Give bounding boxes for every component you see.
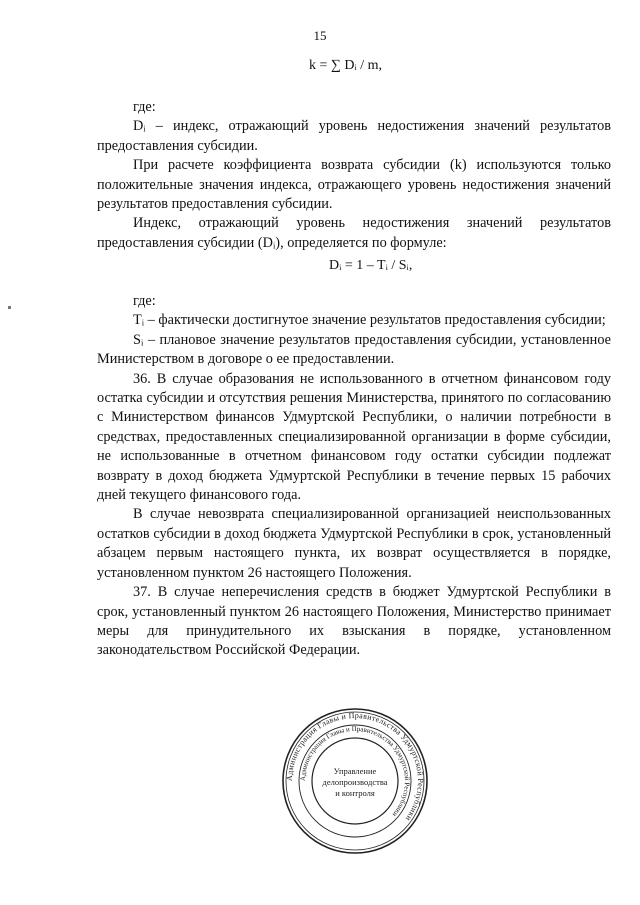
seal-inner-text: Администрация Главы и Правительства Удмуртской Республики — [298, 724, 412, 819]
seal-center-line-2: делопроизводства — [322, 777, 388, 787]
scan-mark — [8, 306, 11, 309]
paragraph-ti: Tᵢ – фактически достигнутое значение результатов предоставления субсидии; — [133, 312, 606, 329]
where-label-2: где: — [133, 293, 156, 309]
where-label-1: где: — [133, 99, 156, 115]
seal-outer-text: Администрация Главы и Правительства Удмуртской Республики — [284, 710, 426, 823]
formula-k: k = ∑ Dᵢ / m, — [309, 58, 383, 73]
formula-d: Dᵢ = 1 – Tᵢ / Sᵢ, — [329, 258, 413, 273]
seal-center-line-1: Управление — [333, 766, 377, 776]
paragraph-index-definition: Индекс, отражающий уровень недостижения значений результатов предоставления субсидии (Dᵢ), определяется по формуле: — [97, 215, 611, 251]
official-seal — [280, 706, 430, 856]
text-block-1 — [97, 98, 611, 253]
paragraph-37: 37. В случае неперечисления средств в бюджет Удмуртской Республики в срок, установленный пунктом 26 настоящего Положения, Министерство принимает меры для принудительного их взыскания в порядке, установленном законодательством Российской Федерации. — [97, 584, 611, 659]
paragraph-di: Dᵢ – индекс, отражающий уровень недостижения значений результатов предоставления субсидии. — [97, 118, 611, 154]
seal-center-line-3: и контроля — [335, 788, 375, 798]
paragraph-positive-values: При расчете коэффициента возврата субсидии (k) используются только положительные значения индекса, отражающего уровень недостижения значений результатов предоставления субсидии. — [97, 157, 611, 213]
page-number: 15 — [313, 28, 327, 43]
paragraph-si: Sᵢ – плановое значение результатов предоставления субсидии, установленное Министерством в договоре о ее предоставлении. — [97, 331, 611, 368]
paragraph-36-second: В случае невозврата специализированной организацией неиспользованных остатков субсидии в доход бюджета Удмуртской Республики в срок, установленный абзацем первым настоящего пункта, их возврат осуществляется в порядке, установленном пунктом 26 настоящего Положения. — [97, 506, 611, 581]
paragraph-36: 36. В случае образования не использованного в отчетном финансовом году остатка субсидии и отсутствия решения Министерства, принятого по согласованию с Министерством финансов Удмуртской Республики, о наличии потребности в средствах, предоставленных специализированной организации в форме субсидии, не использованные в отчетном финансовом году остатки субсидии подлежат возврату в доход бюджета Удмуртской Республики в течение первых 15 рабочих дней текущего финансового года. — [97, 370, 611, 504]
text-block-2 — [97, 292, 611, 661]
